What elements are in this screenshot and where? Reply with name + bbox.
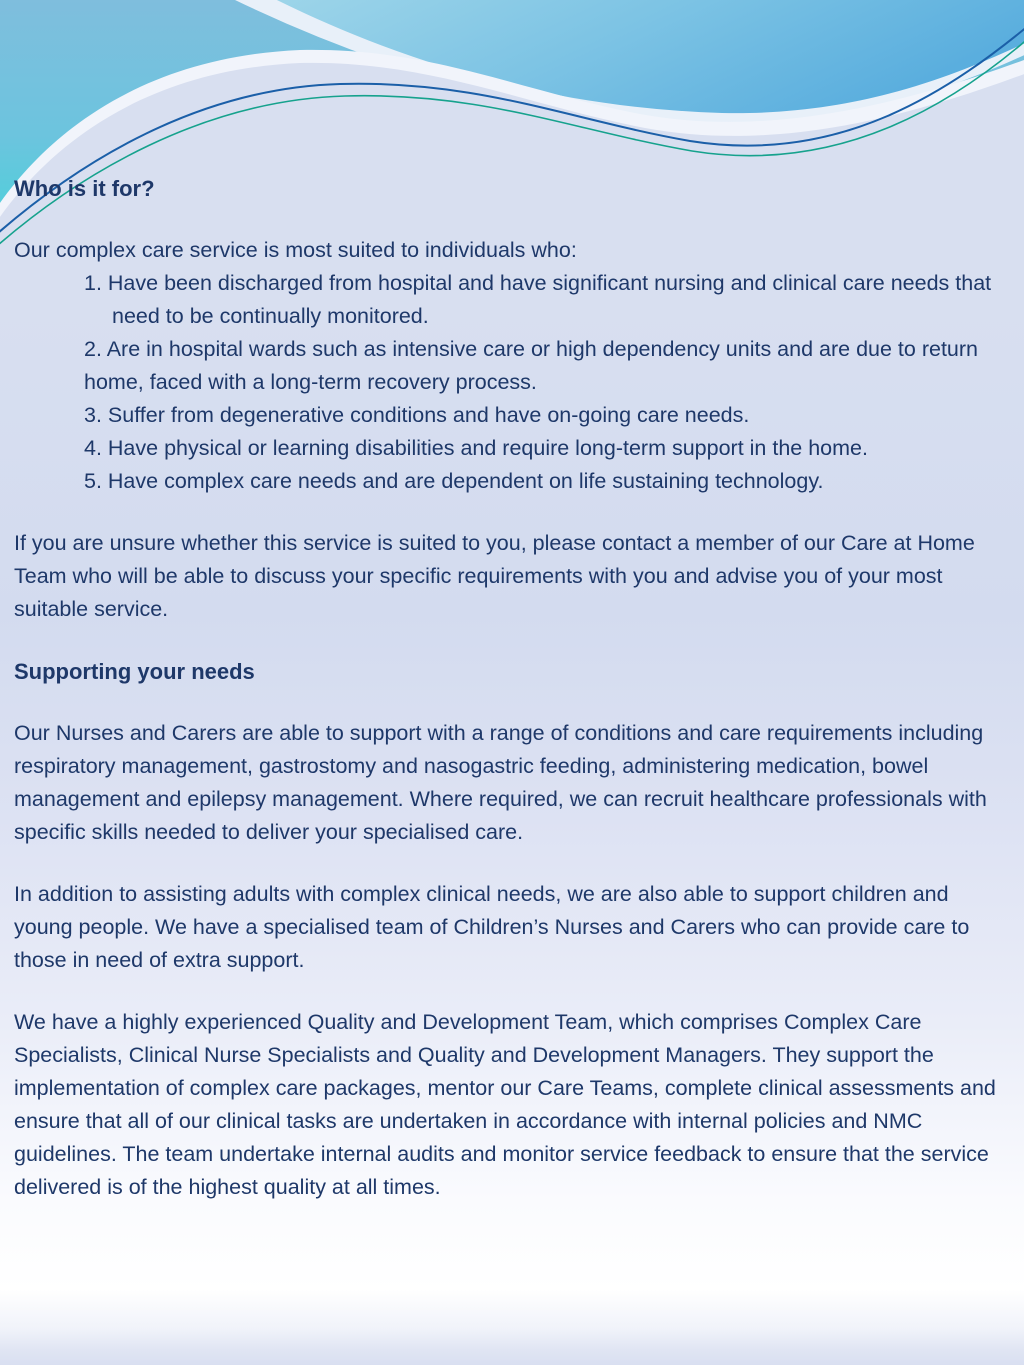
list-item: 2. Are in hospital wards such as intensive care or high dependency units and are due to return home, faced with a long-term recovery process.: [84, 337, 978, 394]
intro-paragraph: Our complex care service is most suited to individuals who:: [14, 238, 577, 262]
paragraph-quality: We have a highly experienced Quality and Development Team, which comprises Complex Care Specialists, Clinical Nurse Specialists and Quality and Development Managers. They support the implementation of complex care packages, mentor our Care Teams, complete clinical assessments and ensure that all of our clinical tasks are undertaken in accordance with internal policies and NMC guidelines. The team undertake internal audits and monitor service feedback to ensure that the service delivered is of the highest quality at all times.: [14, 1010, 996, 1199]
list-item: 4. Have physical or learning disabilities and require long-term support in the home.: [84, 436, 868, 460]
who-list: [14, 267, 1002, 498]
list-item: 5. Have complex care needs and are dependent on life sustaining technology.: [84, 469, 824, 493]
section-heading-supporting: Supporting your needs: [14, 659, 255, 684]
list-item: 1. Have been discharged from hospital and have significant nursing and clinical care needs that need to be continually monitored.: [84, 271, 992, 328]
list-item: 3. Suffer from degenerative conditions and have on-going care needs.: [84, 403, 750, 427]
paragraph-nurses: Our Nurses and Carers are able to support with a range of conditions and care requirements including respiratory management, gastrostomy and nasogastric feeding, administering medication, bowel management and epilepsy management. Where required, we can recruit healthcare professionals with specific skills needed to deliver your specialised care.: [14, 721, 987, 844]
paragraph-children: In addition to assisting adults with complex clinical needs, we are also able to support children and young people. We have a specialised team of Children’s Nurses and Carers who can provide care to those in need of extra support.: [14, 882, 970, 972]
section-heading-who: Who is it for?: [14, 176, 155, 201]
paragraph-unsure: If you are unsure whether this service is suited to you, please contact a member of our Care at Home Team who will be able to discuss your specific requirements with you and advise you of your most suitable service.: [14, 531, 975, 621]
